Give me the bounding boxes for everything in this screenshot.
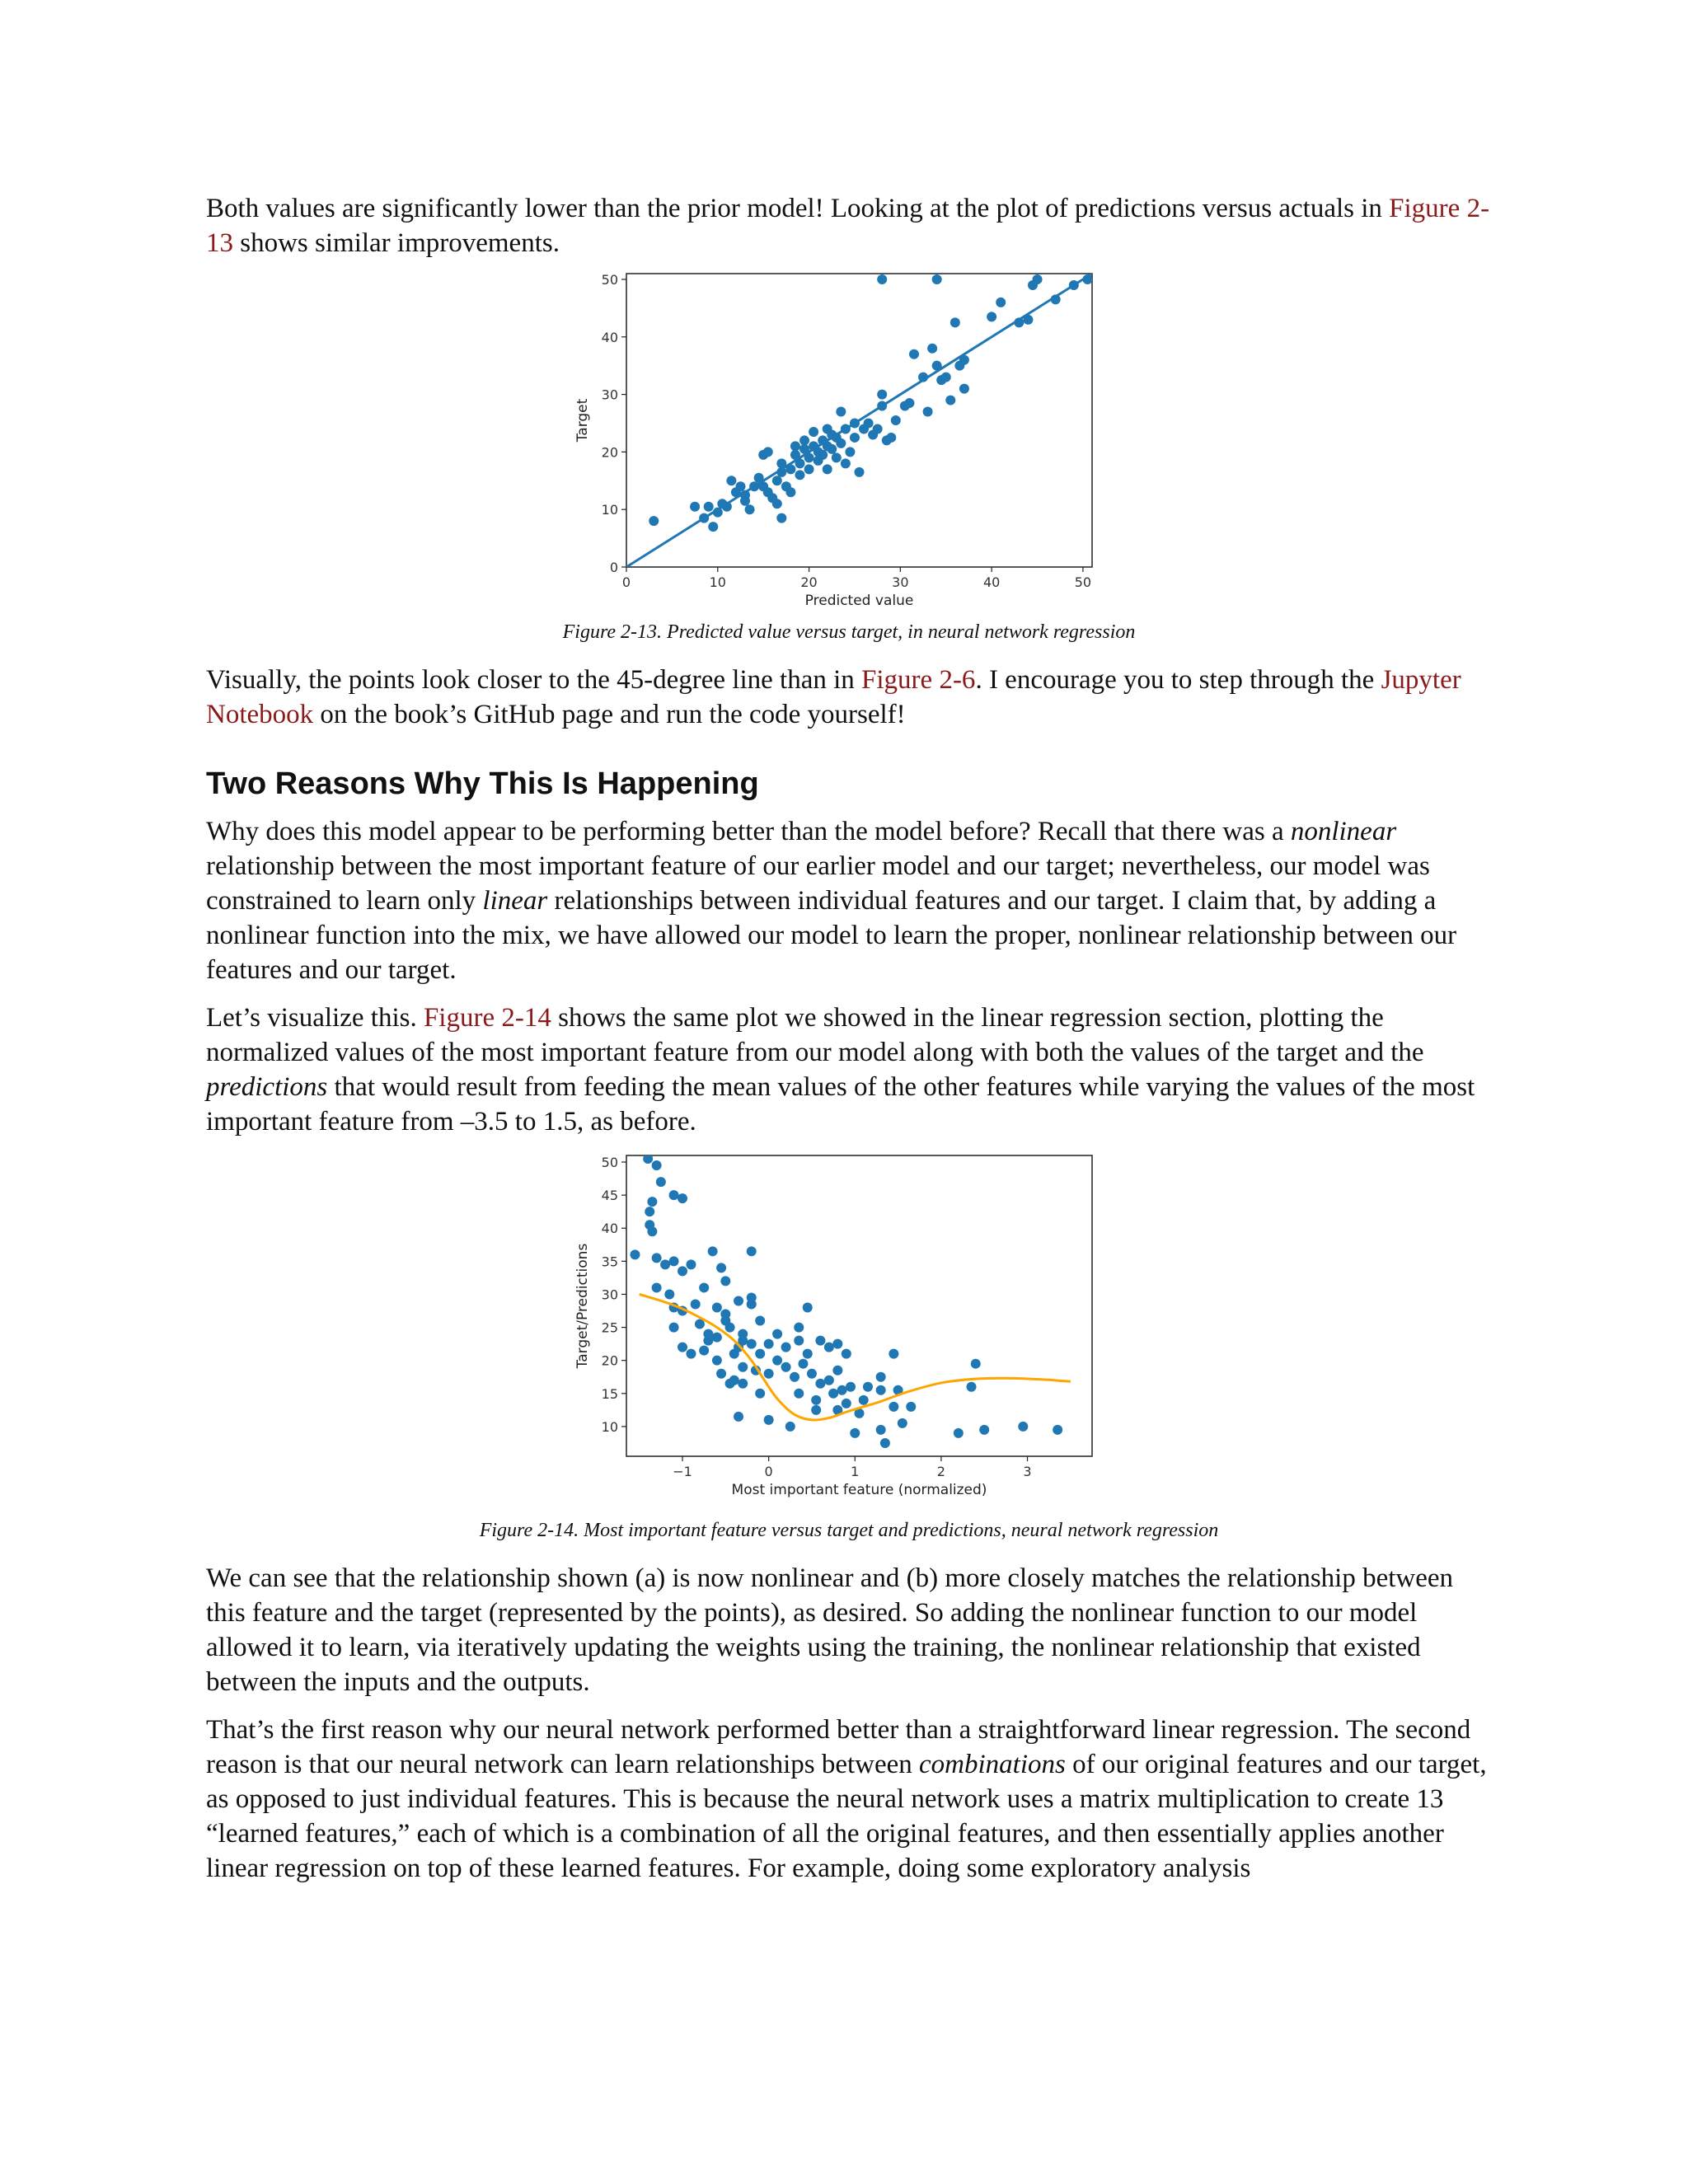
paragraph-visual: Visually, the points look closer to the 45-degree line than in Figure 2-6. I encourage you to step through the Jupyter Notebook on the book’s GitHub page and run the code yourself! xyxy=(206,665,1461,729)
data-point xyxy=(781,1343,791,1352)
data-point xyxy=(842,1349,851,1359)
data-point xyxy=(738,1379,748,1389)
data-point xyxy=(846,1382,856,1392)
y-tick-label: 35 xyxy=(601,1254,618,1270)
data-point xyxy=(755,1349,765,1359)
x-tick-label: 0 xyxy=(764,1464,773,1479)
x-tick-label: −1 xyxy=(673,1464,692,1479)
data-point xyxy=(776,513,786,523)
data-point xyxy=(669,1190,679,1200)
data-point xyxy=(781,1362,791,1372)
data-point xyxy=(699,1346,709,1356)
data-point xyxy=(873,424,883,434)
figure-2-14-link[interactable]: Figure 2-14 xyxy=(423,1003,551,1033)
data-point xyxy=(891,415,901,425)
data-point xyxy=(850,433,860,443)
paragraph-why: Why does this model appear to be performing better than the model before? Recall that there was a nonlinear relationship between the most important feature of our earlier model and our target; nevertheless, our model was constrained to learn only linear relationships between individual features and our target. I claim that, by adding a nonlinear function into the mix, we have allowed our model to learn the proper, nonlinear relationship between our features and our target. xyxy=(206,817,1457,985)
data-point xyxy=(923,407,933,417)
x-tick-label: 50 xyxy=(1074,574,1092,590)
data-point xyxy=(678,1193,687,1203)
data-point xyxy=(803,1349,813,1359)
figure-2-14 xyxy=(206,1151,1492,1543)
data-point xyxy=(876,1385,886,1395)
data-point xyxy=(889,1402,898,1412)
data-point xyxy=(823,464,832,474)
data-point xyxy=(712,1303,722,1313)
data-point xyxy=(712,1356,722,1366)
data-point xyxy=(772,1329,782,1339)
data-point xyxy=(678,1266,687,1276)
data-point xyxy=(734,1296,743,1305)
data-point xyxy=(850,1428,860,1438)
data-point xyxy=(864,418,874,428)
data-point xyxy=(790,1372,799,1382)
data-point xyxy=(738,1336,748,1346)
data-point xyxy=(876,1425,886,1435)
data-point xyxy=(708,1246,718,1256)
x-tick-label: 40 xyxy=(982,574,1001,590)
data-point xyxy=(763,447,773,457)
data-point xyxy=(863,1382,873,1392)
data-point xyxy=(794,1323,804,1333)
data-point xyxy=(979,1425,989,1435)
y-tick-label: 40 xyxy=(601,1221,618,1237)
data-point xyxy=(954,1428,964,1438)
data-point xyxy=(959,384,969,394)
data-point xyxy=(726,476,736,485)
data-point xyxy=(652,1253,662,1263)
data-point xyxy=(740,496,750,506)
data-point xyxy=(699,1282,709,1292)
data-point xyxy=(645,1207,654,1216)
x-tick-label: 30 xyxy=(892,574,909,590)
chart-predicted-vs-target xyxy=(206,270,1492,616)
data-point xyxy=(832,452,842,462)
data-point xyxy=(818,450,828,460)
figure-2-14-caption: Figure 2-14. Most important feature versus target and predictions, neural network regression xyxy=(479,1520,1219,1541)
data-point xyxy=(855,467,865,477)
data-point xyxy=(950,317,960,327)
data-point xyxy=(764,1339,774,1349)
y-axis-label: Target xyxy=(574,398,591,443)
data-point xyxy=(795,470,804,480)
x-axis-label: Most important feature (normalized) xyxy=(731,1482,987,1498)
data-point xyxy=(656,1177,666,1187)
y-tick-label: 30 xyxy=(601,1286,618,1303)
paragraph-visualize: Let’s visualize this. Figure 2-14 shows the same plot we showed in the linear regression section, plotting the normalized values of the most important feature from our model along with both the values of the target and the predictions that would result from feeding the mean values of the other features while varying the values of the most important feature from –3.5 to 1.5, as before. xyxy=(206,1003,1475,1137)
data-point xyxy=(678,1343,687,1352)
data-point xyxy=(704,502,714,512)
data-point xyxy=(1033,274,1043,284)
data-point xyxy=(836,438,846,448)
y-tick-label: 10 xyxy=(601,502,618,518)
data-point xyxy=(691,1299,701,1309)
y-tick-label: 25 xyxy=(601,1319,618,1336)
figure-2-13-link[interactable]: Figure 2-13 xyxy=(206,194,1490,258)
data-point xyxy=(649,516,659,526)
data-point xyxy=(877,274,887,284)
data-point xyxy=(686,1349,696,1359)
data-point xyxy=(804,464,814,474)
data-point xyxy=(859,1395,869,1405)
paragraph-intro: Both values are significantly lower than the prior model! Looking at the plot of predictions versus actuals in Figure 2-13 shows similar improvements. xyxy=(206,194,1490,258)
data-point xyxy=(832,1339,842,1349)
x-tick-label: 3 xyxy=(1023,1464,1032,1479)
data-point xyxy=(836,407,846,417)
data-point xyxy=(1053,1425,1062,1435)
data-point xyxy=(971,1359,981,1369)
data-point xyxy=(755,1389,765,1399)
data-point xyxy=(720,1276,730,1286)
x-tick-label: 1 xyxy=(851,1464,860,1479)
jupyter-notebook-link[interactable]: Jupyter Notebook xyxy=(206,665,1461,729)
data-point xyxy=(764,1369,774,1379)
data-point xyxy=(669,1323,679,1333)
data-point xyxy=(815,1336,825,1346)
data-point xyxy=(725,1379,735,1389)
data-point xyxy=(647,1197,657,1207)
data-point xyxy=(803,1303,813,1313)
data-point xyxy=(794,1389,804,1399)
section-heading: Two Reasons Why This Is Happening xyxy=(206,766,759,801)
plot-area xyxy=(630,1154,1070,1448)
x-tick-label: 0 xyxy=(621,574,631,590)
data-point xyxy=(738,1362,748,1372)
y-tick-label: 15 xyxy=(601,1385,618,1402)
x-tick-label: 2 xyxy=(936,1464,945,1479)
data-point xyxy=(1018,1422,1028,1432)
data-point xyxy=(841,458,851,468)
y-tick-label: 0 xyxy=(609,560,618,575)
data-point xyxy=(720,1316,730,1326)
data-point xyxy=(799,435,809,445)
data-point xyxy=(703,1336,713,1346)
y-tick-label: 20 xyxy=(601,1352,618,1369)
figure-2-13-caption: Figure 2-13. Predicted value versus target, in neural network regression xyxy=(562,621,1136,643)
data-point xyxy=(747,1299,757,1309)
data-point xyxy=(664,1289,674,1299)
data-point xyxy=(652,1160,662,1170)
data-point xyxy=(842,1399,851,1408)
data-point xyxy=(630,1249,640,1259)
data-point xyxy=(886,433,896,443)
data-point xyxy=(747,1246,757,1256)
plot-area xyxy=(626,274,1092,567)
data-point xyxy=(807,1369,817,1379)
data-point xyxy=(815,1379,825,1389)
data-point xyxy=(809,427,818,437)
fit-line xyxy=(626,274,1092,567)
data-point xyxy=(652,1282,662,1292)
data-point xyxy=(794,1336,804,1346)
data-point xyxy=(932,274,942,284)
x-axis-label: Predicted value xyxy=(804,593,914,609)
data-point xyxy=(798,1359,808,1369)
y-tick-label: 20 xyxy=(601,444,618,461)
data-point xyxy=(898,1418,907,1428)
y-tick-label: 30 xyxy=(601,387,618,403)
y-tick-label: 40 xyxy=(601,329,618,345)
data-point xyxy=(906,1402,916,1412)
data-point xyxy=(764,1415,774,1425)
data-point xyxy=(772,1356,782,1366)
x-tick-label: 20 xyxy=(800,574,818,590)
data-point xyxy=(712,1333,722,1343)
figure-2-13 xyxy=(206,270,1492,644)
fit-line xyxy=(640,1294,1071,1420)
data-point xyxy=(734,1412,743,1422)
data-point xyxy=(811,1395,821,1405)
data-point xyxy=(909,349,919,359)
data-point xyxy=(811,1405,821,1415)
data-point xyxy=(877,390,887,400)
y-tick-label: 50 xyxy=(601,271,618,288)
data-point xyxy=(880,1438,890,1448)
data-point xyxy=(824,1376,834,1385)
data-point xyxy=(828,1389,838,1399)
data-point xyxy=(927,344,937,354)
x-tick-label: 10 xyxy=(709,574,726,590)
data-point xyxy=(824,1343,834,1352)
data-point xyxy=(889,1349,898,1359)
data-point xyxy=(747,1339,757,1349)
data-point xyxy=(716,1369,726,1379)
data-point xyxy=(669,1256,679,1266)
data-point xyxy=(785,487,795,497)
data-point xyxy=(832,1366,842,1376)
data-point xyxy=(837,1385,847,1395)
y-axis-label: Target/Predictions xyxy=(574,1243,591,1369)
data-point xyxy=(660,1259,670,1269)
data-point xyxy=(945,396,955,405)
data-point xyxy=(987,312,996,321)
data-point xyxy=(876,1372,886,1382)
data-point xyxy=(941,373,951,382)
data-point xyxy=(772,476,782,485)
data-point xyxy=(690,502,700,512)
chart-feature-vs-target xyxy=(206,1151,1492,1513)
data-point xyxy=(735,481,745,491)
data-point xyxy=(647,1226,657,1236)
figure-2-6-link[interactable]: Figure 2-6 xyxy=(861,665,976,695)
data-point xyxy=(745,504,755,514)
data-point xyxy=(708,522,718,532)
data-point xyxy=(686,1259,696,1269)
y-tick-label: 45 xyxy=(601,1188,618,1204)
data-point xyxy=(716,1263,726,1272)
data-point xyxy=(755,1316,765,1326)
y-tick-label: 10 xyxy=(601,1418,618,1435)
data-point xyxy=(785,1422,795,1432)
paragraph-relationship: We can see that the relationship shown (a) is now nonlinear and (b) more closely matches the relationship between this feature and the target (represented by the points), as desired. So adding the nonlinear function to our model allowed it to learn, via iteratively updating the weights using the training, the nonlinear relationship that existed between the inputs and the outputs. xyxy=(206,1563,1454,1697)
y-tick-label: 50 xyxy=(601,1155,618,1171)
page-content xyxy=(206,191,1492,1899)
paragraph-second-reason: That’s the first reason why our neural network performed better than a straightforward linear regression. The second reason is that our neural network can learn relationships between combinations of our original features and our target, as opposed to just individual features. This is because the neural network uses a matrix multiplication to create 13 “learned features,” each of which is a combination of all the original features, and then essentially applies another linear regression on top of these learned features. For example, doing some exploratory analysis xyxy=(206,1715,1487,1883)
data-point xyxy=(996,298,1006,307)
data-point xyxy=(845,447,855,457)
data-point xyxy=(790,441,800,451)
data-point xyxy=(772,499,782,509)
data-point xyxy=(967,1382,977,1392)
data-point xyxy=(827,444,837,454)
data-point xyxy=(904,398,914,408)
